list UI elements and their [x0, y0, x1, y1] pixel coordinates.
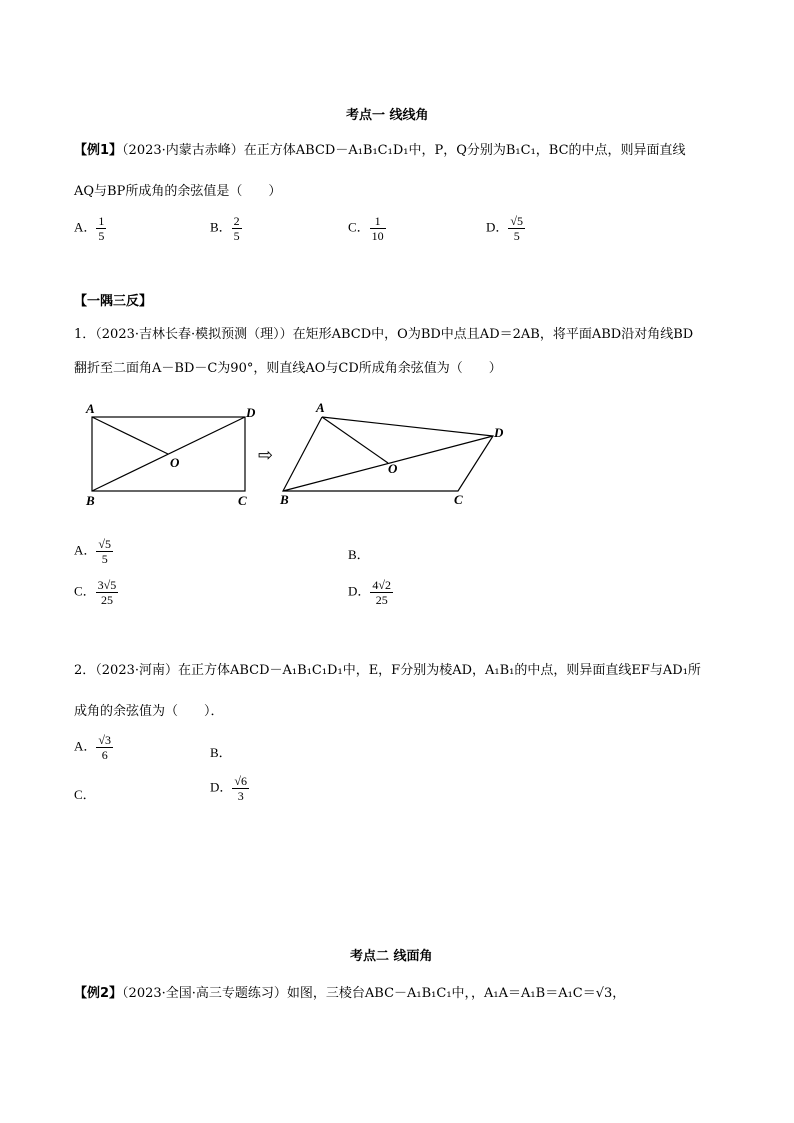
label-d-left: D	[246, 405, 256, 420]
label-o-right: O	[388, 461, 398, 476]
q2-text-line1: 2．（2023·河南）在正方体ABCD－A₁B₁C₁D₁中，E，F分别为棱AD，A₁B₁的中点，则异面直线EF与AD₁所	[74, 663, 701, 678]
example1-text-line2: AQ与BP所成角的余弦值是（ ）	[74, 184, 282, 199]
q1-option-a: A． $\frac{√5}{5}$	[74, 537, 111, 566]
label-b-left: B	[86, 493, 95, 508]
label-a-right: A	[316, 400, 325, 415]
q1-option-b: B．	[348, 547, 370, 562]
example1-tag: 【例1】	[74, 143, 123, 158]
label-c-left: C	[238, 493, 247, 508]
example1-option-a: A． $\frac{1}{5}$	[74, 214, 105, 243]
q1-text-line1: 1．（2023·吉林长春·模拟预测（理））在矩形ABCD中，O为BD中点且AD＝2AB，将平面ABD沿对角线BD	[74, 327, 694, 342]
q2-option-d: D． $\frac{√6}{3}$	[210, 774, 247, 803]
label-c-right: C	[454, 492, 463, 507]
q2-option-b: B．	[210, 745, 232, 760]
label-o-left: O	[170, 455, 180, 470]
example2-text-line1: （2023·全国·高三专题练习）如图，三棱台ABC－A₁B₁C₁中，，A₁A＝A₁B＝A₁C＝√3，	[122, 986, 626, 1001]
q2-text-line2: 成角的余弦值为（ ）．	[74, 704, 224, 719]
q2-option-c: C．	[74, 787, 96, 802]
practice-header: 【一隅三反】	[74, 294, 153, 309]
q1-figure	[70, 395, 520, 515]
example1-text-line1: （2023·内蒙古赤峰）在正方体ABCD－A₁B₁C₁D₁中，P，Q分别为B₁C₁，BC的中点，则异面直线	[122, 143, 686, 158]
example1-option-d: D． $\frac{√5}{5}$	[486, 214, 523, 243]
q1-option-d: D． $\frac{4√2}{25}$	[348, 578, 391, 607]
q1-option-c: C． $\frac{3√5}{25}$	[74, 578, 117, 607]
label-d-right: D	[494, 425, 504, 440]
section1-title: 考点一 线线角	[346, 108, 429, 123]
example1-option-b: B． $\frac{2}{5}$	[210, 214, 240, 243]
fold-arrow-icon: ⇨	[258, 445, 274, 466]
q2-option-a: A． $\frac{√3}{6}$	[74, 733, 111, 762]
example2-tag: 【例2】	[74, 986, 123, 1001]
example1-line1	[74, 139, 686, 158]
segment-ao	[92, 417, 168, 454]
folded-segment-ao	[322, 417, 388, 463]
folded-outline	[283, 417, 493, 491]
example2-line1	[74, 982, 625, 1001]
label-a-left: A	[86, 401, 95, 416]
section2-title: 考点二 线面角	[350, 949, 433, 964]
example1-option-c: C． $\frac{1}{10}$	[348, 214, 384, 243]
q1-text-line2: 翻折至二面角A－BD－C为90°，则直线AO与CD所成角余弦值为（ ）	[74, 361, 502, 376]
label-b-right: B	[280, 492, 289, 507]
